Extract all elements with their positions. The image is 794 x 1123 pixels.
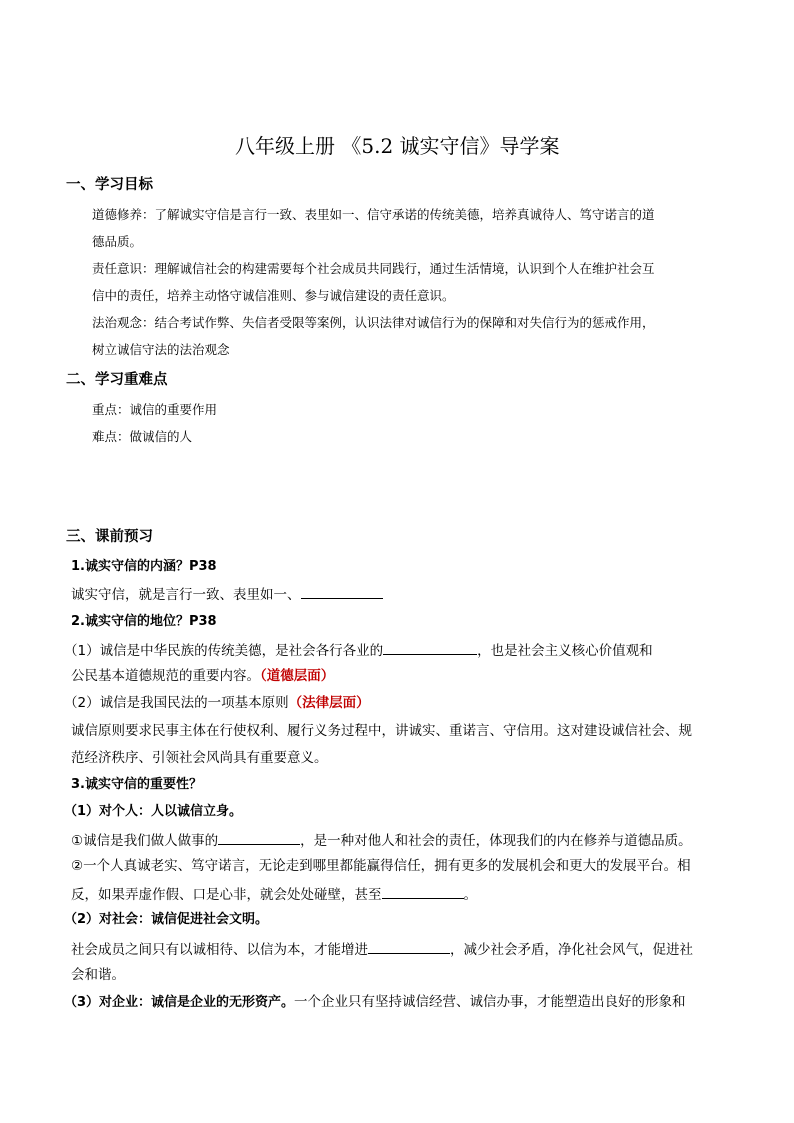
fill-blank-4[interactable]: [382, 884, 464, 899]
q2-p1-text-a: （1）诚信是中华民族的传统美德，是社会各行各业的: [64, 643, 384, 659]
key-difficulty: 难点：做诚信的人: [92, 429, 193, 444]
question-2-point-1: [64, 640, 653, 660]
goal-law-line-1: 法治观念：结合考试作弊、失信者受限等案例，认识法律对诚信行为的保障和对失信行为的惩戒作用，: [92, 315, 655, 330]
q3-i2-text-c: 。: [463, 887, 477, 903]
fill-blank-2[interactable]: [383, 640, 477, 655]
question-2-point-3-line-1: 诚信原则要求民事主体在行使权利、履行义务过程中，讲诚实、重诺言、守信用。这对建设诚信社会、规: [71, 723, 692, 739]
q3-i2-text-b: 反，如果弄虚作假、口是心非，就会处处碰壁，甚至: [71, 887, 382, 903]
fill-blank-1[interactable]: [301, 584, 383, 599]
question-1-text: 诚实守信，就是言行一致、表里如一、: [71, 587, 301, 603]
fill-blank-5[interactable]: [368, 939, 450, 954]
key-focus: 重点：诚信的重要作用: [92, 402, 218, 417]
question-2-point-3-line-2: 范经济秩序、引领社会风尚具有重要意义。: [71, 750, 328, 766]
goal-responsibility-line-2: 信中的责任，培养主动恪守诚信准则、参与诚信建设的责任意识。: [92, 288, 455, 303]
page-title: 八年级上册 《5.2 诚实守信》导学案: [235, 134, 560, 158]
q2-p2-text: （2）诚信是我国民法的一项基本原则: [64, 695, 289, 711]
question-3-enterprise: [64, 993, 686, 1012]
question-3-society-line-1: [71, 939, 693, 959]
question-1-answer: [71, 584, 383, 604]
question-2-point-2: [64, 694, 370, 712]
question-3-individual-item-1: [71, 830, 692, 850]
question-3-society-heading: （2）对社会：诚信促进社会文明。: [64, 912, 269, 927]
section-heading-preview: 三、课前预习: [66, 529, 153, 545]
goal-moral-line-2: 德品质。: [92, 234, 143, 249]
goal-law-line-2: 树立诚信守法的法治观念: [92, 342, 230, 357]
question-3-individual-item-2-line-1: ②一个人真诚老实、笃守诺言，无论走到哪里都能赢得信任，拥有更多的发展机会和更大的发展平台。相: [71, 858, 691, 874]
question-3-enterprise-heading: （3）对企业：诚信是企业的无形资产。: [64, 995, 295, 1010]
q3-s-text-a: 社会成员之间只有以诚相待、以信为本，才能增进: [71, 942, 368, 958]
q3-s-text-b: ，减少社会矛盾，净化社会风气，促进社: [450, 942, 693, 958]
question-3-enterprise-text: 一个企业只有坚持诚信经营、诚信办事，才能塑造出良好的形象和: [294, 994, 686, 1010]
fill-blank-3[interactable]: [218, 830, 300, 845]
q2-p1-text-c: 公民基本道德规范的重要内容。: [71, 668, 260, 684]
section-heading-key-points: 二、学习重难点: [66, 372, 168, 388]
question-1: 1.诚实守信的内涵？P38: [71, 559, 217, 574]
q2-p1-text-b: ，也是社会主义核心价值观和: [477, 643, 653, 659]
goal-moral-line-1: 道德修养：了解诚实守信是言行一致、表里如一、信守承诺的传统美德，培养真诚待人、笃守诺言的道: [92, 207, 655, 222]
section-heading-goals: 一、学习目标: [66, 177, 153, 193]
question-3-individual-heading: （1）对个人：人以诚信立身。: [64, 804, 243, 819]
goal-responsibility-line-1: 责任意识：理解诚信社会的构建需要每个社会成员共同践行，通过生活情境，认识到个人在维护社会互: [92, 261, 655, 276]
question-3-individual-item-2-line-2: [71, 884, 477, 904]
question-3-society-line-2: 会和谐。: [71, 967, 125, 983]
question-3: 3.诚实守信的重要性？: [71, 777, 202, 792]
moral-level-tag: （道德层面）: [260, 668, 335, 684]
question-2: 2.诚实守信的地位？P38: [71, 614, 217, 629]
q3-i1-text-a: ①诚信是我们做人做事的: [71, 833, 219, 849]
q3-i1-text-b: ，是一种对他人和社会的责任，体现我们的内在修养与道德品质。: [300, 833, 692, 849]
question-2-point-1-cont: [71, 667, 334, 685]
law-level-tag: （法律层面）: [288, 695, 370, 711]
